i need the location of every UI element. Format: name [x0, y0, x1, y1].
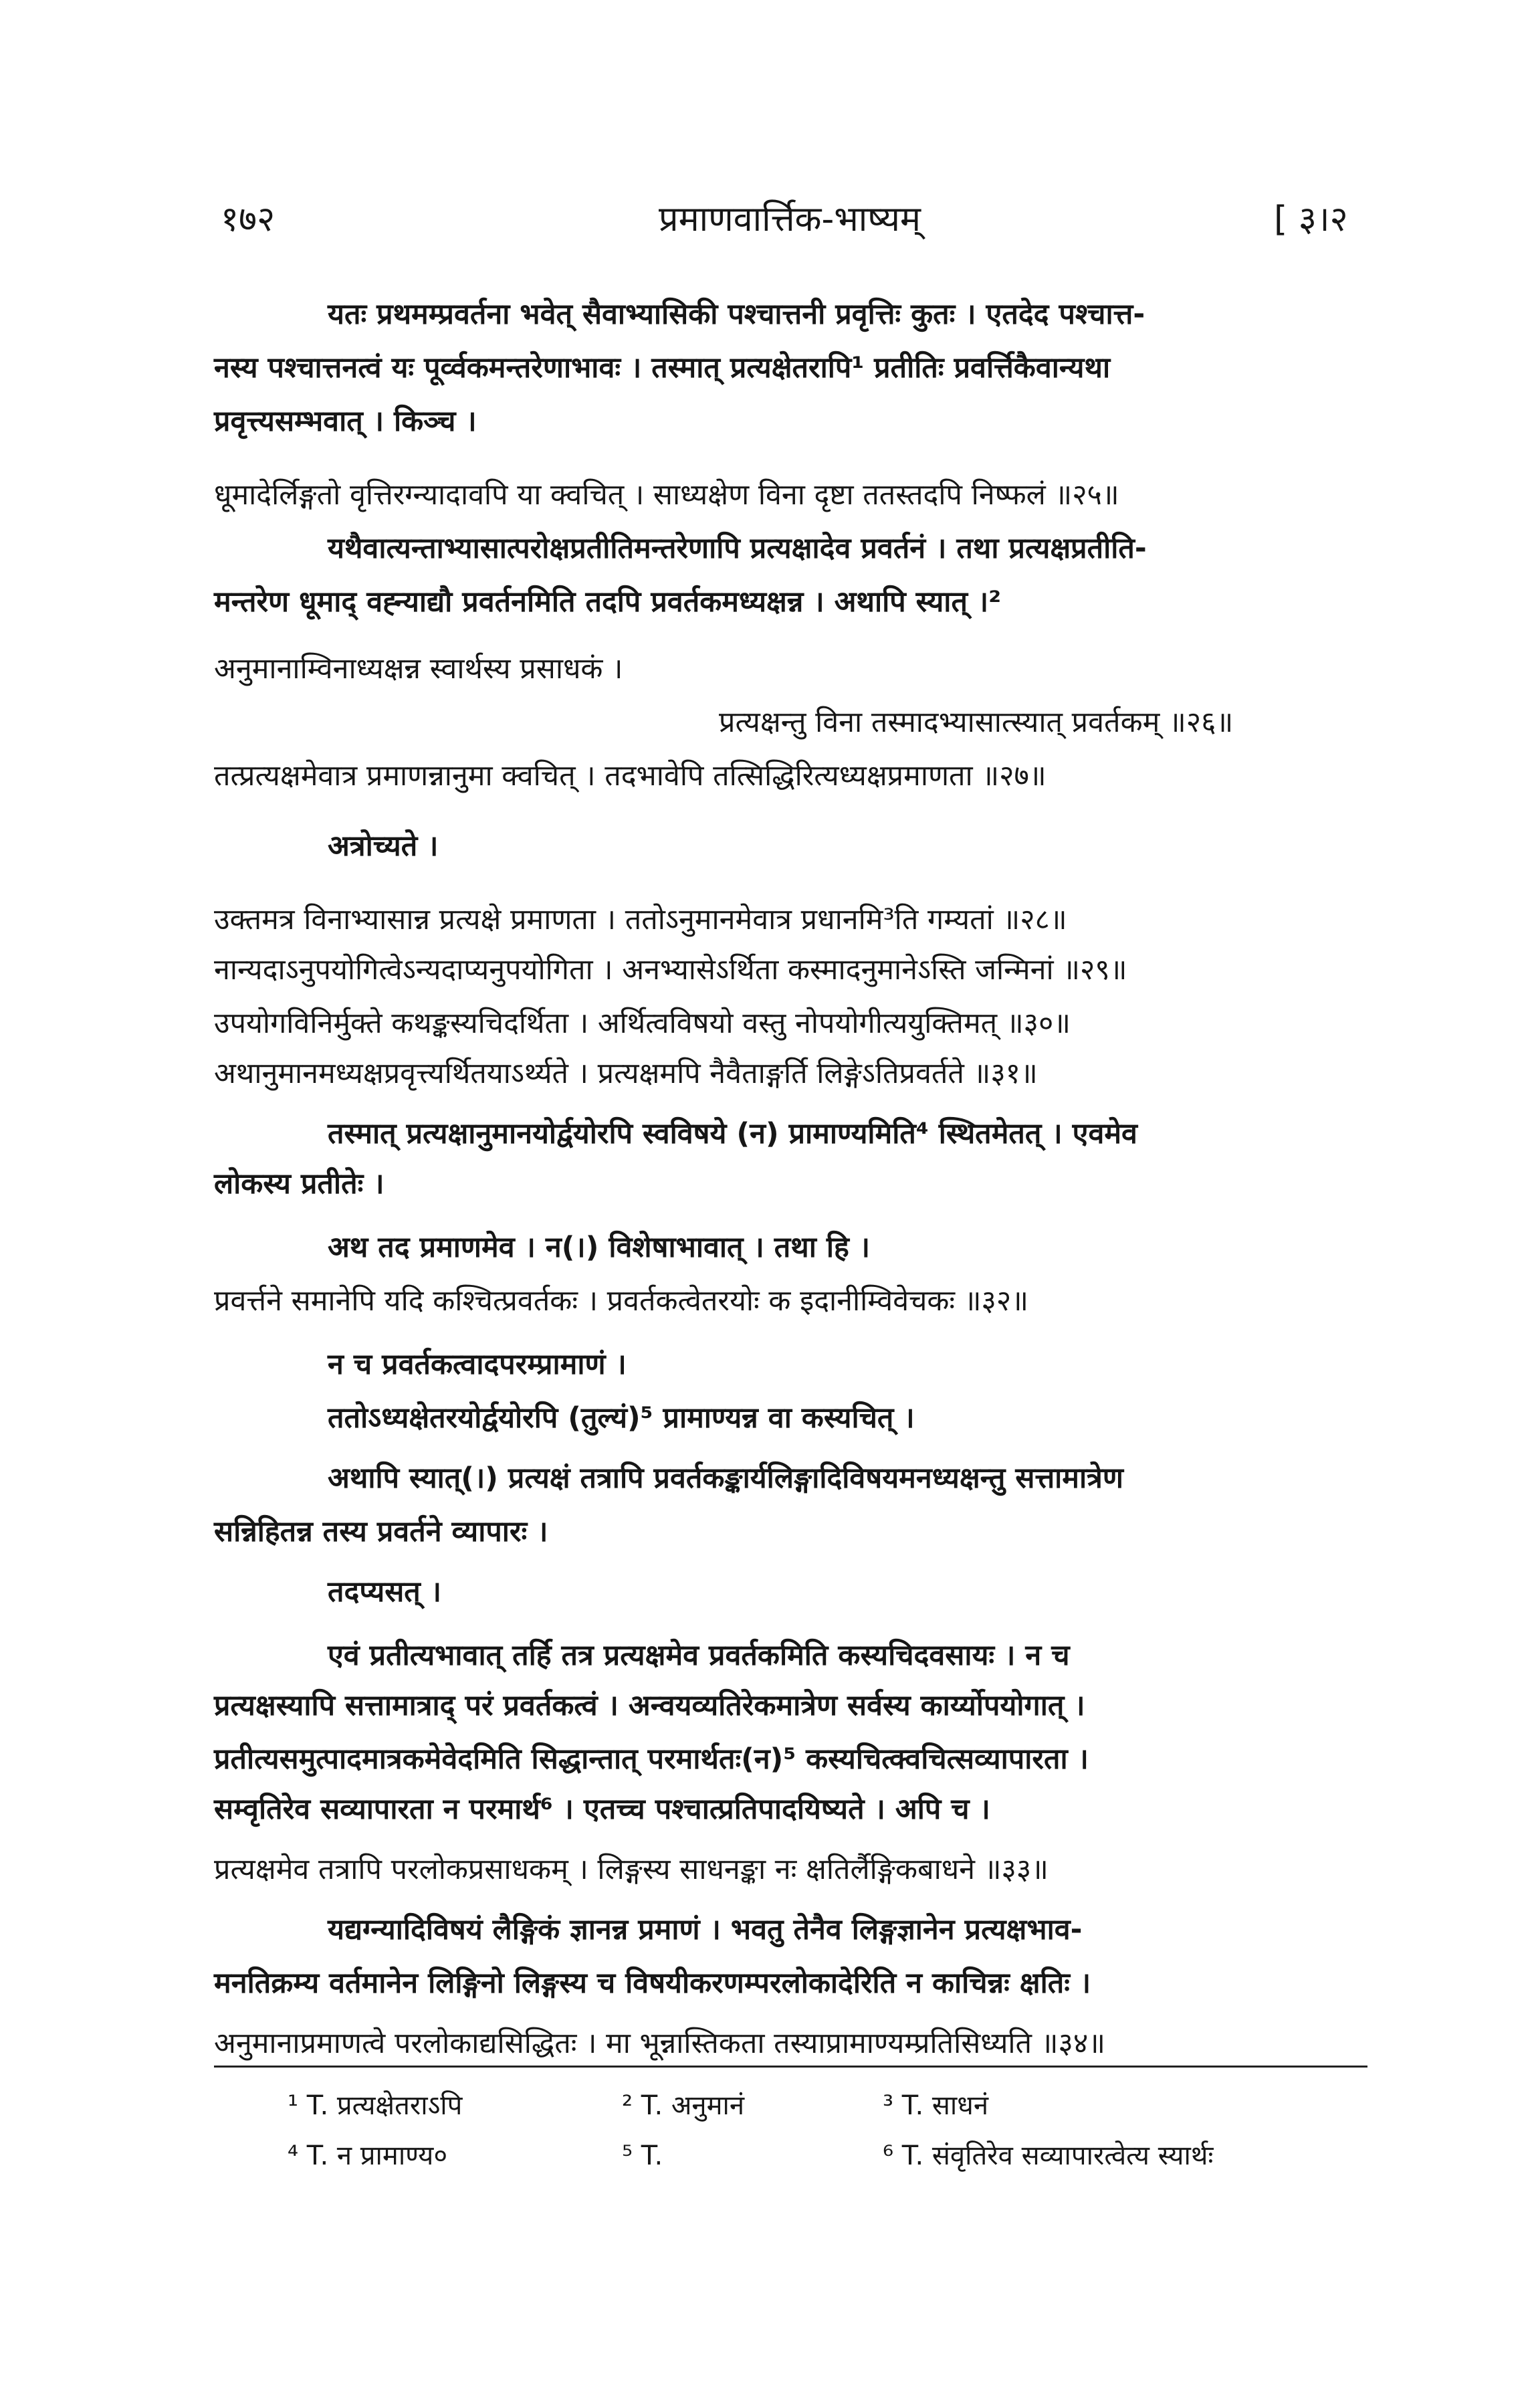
- section-number: [ ३।२: [1274, 199, 1348, 239]
- verse-line: उपयोगविनिर्मुक्ते कथङ्कस्यचिदर्थिता । अर्थित्वविषयो वस्तु नोपयोगीत्ययुक्तिमत् ॥३०॥: [214, 1007, 1071, 1040]
- prose-line: नस्य पश्चात्तनत्वं यः पूर्व्वकमन्तरेणाभावः । तस्मात् प्रत्यक्षेतरापि¹ प्रतीतिः प्रवर्त्तिकैवान्यथा: [214, 351, 1111, 385]
- prose-line: सन्निहितन्न तस्य प्रवर्तने व्यापारः ।: [214, 1515, 548, 1548]
- verse-line: धूमादेर्लिङ्गतो वृत्तिरग्न्यादावपि या क्वचित् । साध्यक्षेण विना दृष्टा ततस्तदपि निष्फलं ॥२५॥: [214, 478, 1119, 512]
- footnote: ³ T. साधनं: [883, 2090, 989, 2121]
- verse-line: तत्प्रत्यक्षमेवात्र प्रमाणन्नानुमा क्वचित् । तदभावेपि तत्सिद्धिरित्यध्यक्षप्रमाणता ॥२७॥: [214, 759, 1047, 793]
- verse-line: नान्यदाऽनुपयोगित्वेऽन्यदाप्यनुपयोगिता । अनभ्यासेऽर्थिता कस्मादनुमानेऽस्ति जन्मिनां ॥२९॥: [214, 953, 1127, 987]
- prose-line: यद्यग्न्यादिविषयं लैङ्गिकं ज्ञानन्न प्रमाणं । भवतु तेनैव लिङ्गज्ञानेन प्रत्यक्षभाव-: [328, 1913, 1083, 1946]
- prose-line: तस्मात् प्रत्यक्षानुमानयोर्द्वयोरपि स्वविषये (न) प्रामाण्यमिति⁴ स्थितमेतत् । एवमेव: [328, 1117, 1137, 1150]
- prose-line: अत्रोच्यते ।: [328, 829, 439, 863]
- footnote: ² T. अनुमानं: [622, 2090, 745, 2121]
- footnote: ⁶ T. संवृतिरेव सव्यापारत्वेत्य स्यार्थः: [883, 2140, 1214, 2171]
- prose-line: प्रवृत्त्यसम्भवात् । किञ्च ।: [214, 405, 477, 438]
- verse-line: प्रत्यक्षमेव तत्रापि परलोकप्रसाधकम् । लिङ्गस्य साधनङ्का नः क्षतिर्लैङ्गिकबाधने ॥३३॥: [214, 1853, 1049, 1886]
- prose-line: सम्वृतिरेव सव्यापारता न परमार्थ⁶ । एतच्च पश्चात्प्रतिपादयिष्यते । अपि च ।: [214, 1793, 990, 1826]
- prose-line: प्रत्यक्षस्यापि सत्तामात्राद् परं प्रवर्तकत्वं । अन्वयव्यतिरेकमात्रेण सर्वस्य कार्य्योपयोगात् ।: [214, 1689, 1085, 1722]
- prose-line: न च प्रवर्तकत्वादपरम्प्रामाणं ।: [328, 1348, 627, 1381]
- verse-line: अनुमानाप्रमाणत्वे परलोकाद्यसिद्धितः । मा भून्नास्तिकता तस्याप्रामाण्यम्प्रतिसिध्यति ॥३४॥: [214, 2027, 1105, 2060]
- prose-line: अथ तद प्रमाणमेव । न(।) विशेषाभावात् । तथा हि ।: [328, 1231, 871, 1264]
- prose-line: मन्तरेण धूमाद् वह्न्याद्यौ प्रवर्तनमिति तदपि प्रवर्तकमध्यक्षन्न । अथापि स्यात् ।²: [214, 585, 1002, 619]
- page-number: १७२: [221, 199, 276, 239]
- prose-line: मनतिक्रम्य वर्तमानेन लिङ्गिनो लिङ्गस्य च विषयीकरणम्परलोकादेरिति न काचिन्नः क्षतिः ।: [214, 1967, 1091, 2000]
- running-title: प्रमाणवार्त्तिक-भाष्यम्: [659, 199, 921, 239]
- prose-line: एवं प्रतीत्यभावात् तर्हि तत्र प्रत्यक्षमेव प्रवर्तकमिति कस्यचिदवसायः । न च: [328, 1639, 1070, 1672]
- verse-line: प्रत्यक्षन्तु विना तस्मादभ्यासात्स्यात् प्रवर्तकम् ॥२६॥: [719, 706, 1234, 739]
- prose-line: लोकस्य प्रतीतेः ।: [214, 1167, 384, 1201]
- verse-line: उक्तमत्र विनाभ्यासान्न प्रत्यक्षे प्रमाणता । ततोऽनुमानमेवात्र प्रधानमि³ति गम्यतां ॥२८॥: [214, 903, 1067, 936]
- footnote: ⁵ T.: [622, 2140, 663, 2171]
- prose-line: यथैवात्यन्ताभ्यासात्परोक्षप्रतीतिमन्तरेणापि प्रत्यक्षादेव प्रवर्तनं । तथा प्रत्यक्षप्रतीति-: [328, 532, 1147, 565]
- footnote: ⁴ T. न प्रामाण्य०: [288, 2140, 448, 2171]
- prose-line: ततोऽध्यक्षेतरयोर्द्वयोरपि (तुल्यं)⁵ प्रामाण्यन्न वा कस्यचित् ।: [328, 1401, 915, 1435]
- footnote: ¹ T. प्रत्यक्षेतराऽपि: [288, 2090, 463, 2121]
- verse-line: अथानुमानमध्यक्षप्रवृत्त्यर्थितयाऽर्थ्यते । प्रत्यक्षमपि नैवैताङ्गर्ति लिङ्गेऽतिप्रवर्तते ॥३१॥: [214, 1057, 1038, 1090]
- footnote-divider: [214, 2066, 1367, 2068]
- prose-line: तदप्यसत् ।: [328, 1575, 442, 1609]
- verse-line: प्रवर्त्तने समानेपि यदि कश्चित्प्रवर्तकः । प्रवर्तकत्वेतरयोः क इदानीम्विवेचकः ॥३२॥: [214, 1284, 1029, 1318]
- prose-line: प्रतीत्यसमुत्पादमात्रकमेवेदमिति सिद्धान्तात् परमार्थतः(न)⁵ कस्यचित्क्वचित्सव्यापारता ।: [214, 1742, 1089, 1776]
- verse-line: अनुमानाम्विनाध्यक्षन्न स्वार्थस्य प्रसाधकं ।: [214, 652, 623, 686]
- prose-line: अथापि स्यात्(।) प्रत्यक्षं तत्रापि प्रवर्तकङ्कार्यलिङ्गादिविषयमनध्यक्षन्तु सत्तामात्रेण: [328, 1462, 1123, 1495]
- prose-line: यतः प्रथमम्प्रवर्तना भवेत् सैवाभ्यासिकी पश्चात्तनी प्रवृत्तिः कुतः । एतदेद पश्चात्त-: [328, 298, 1145, 331]
